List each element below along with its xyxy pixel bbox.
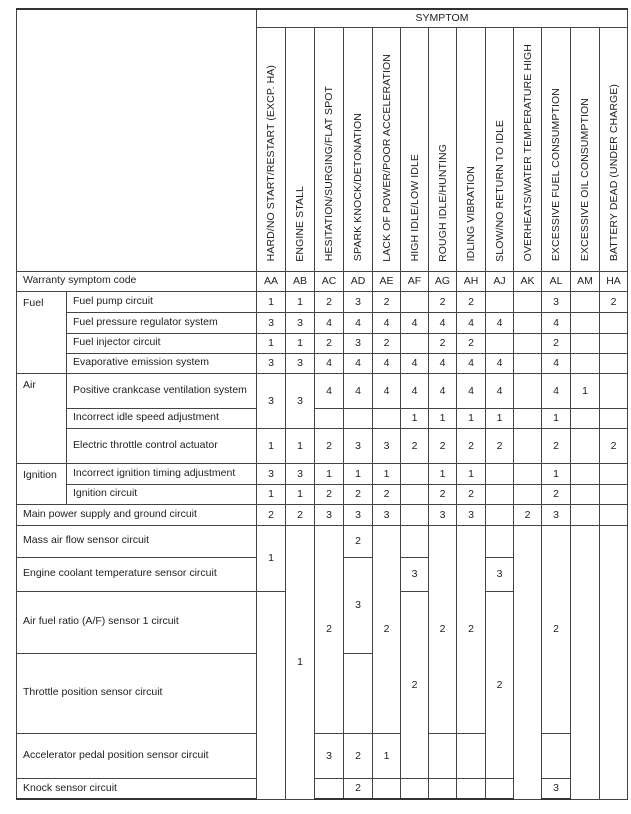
column-header — [401, 27, 429, 271]
value-cell: 1 — [373, 733, 401, 778]
value-cell — [401, 504, 429, 525]
value-cell: 2 — [344, 778, 373, 799]
value-cell — [486, 291, 514, 312]
value-cell: 2 — [429, 484, 457, 504]
value-cell — [600, 408, 628, 428]
code-cell: AK — [514, 271, 542, 291]
value-cell: 2 — [373, 291, 401, 312]
value-cell: 2 — [429, 525, 457, 733]
value-cell: 2 — [486, 428, 514, 463]
value-cell: 2 — [373, 484, 401, 504]
value-cell: 3 — [286, 353, 315, 373]
value-cell — [571, 463, 600, 484]
code-cell: AG — [429, 271, 457, 291]
value-cell: 1 — [286, 291, 315, 312]
value-cell: 4 — [542, 312, 571, 333]
value-cell — [514, 333, 542, 353]
value-cell: 3 — [257, 312, 286, 333]
value-cell: 4 — [429, 353, 457, 373]
value-cell: 3 — [315, 504, 344, 525]
value-cell: 1 — [257, 525, 286, 591]
code-cell: AL — [542, 271, 571, 291]
value-cell: 1 — [542, 463, 571, 484]
value-cell — [257, 591, 286, 799]
value-cell: 1 — [286, 525, 315, 799]
value-cell: 4 — [373, 312, 401, 333]
value-cell — [514, 312, 542, 333]
value-cell — [600, 463, 628, 484]
value-cell: 4 — [486, 373, 514, 408]
value-cell: 2 — [429, 428, 457, 463]
value-cell: 3 — [344, 557, 373, 653]
value-cell: 4 — [542, 353, 571, 373]
value-cell: 3 — [344, 291, 373, 312]
value-cell: 2 — [373, 525, 401, 733]
value-cell: 2 — [542, 525, 571, 733]
value-cell: 3 — [257, 373, 286, 428]
value-cell — [514, 291, 542, 312]
value-cell — [486, 525, 514, 557]
value-cell — [457, 733, 486, 778]
row-label: Positive crankcase ventilation system — [67, 373, 257, 408]
column-header — [542, 27, 571, 271]
column-header-label: BATTERY DEAD (UNDER CHARGE) — [607, 84, 620, 262]
value-cell: 3 — [542, 778, 571, 799]
value-cell — [486, 463, 514, 484]
value-cell — [429, 733, 457, 778]
value-cell — [401, 484, 429, 504]
value-cell: 2 — [457, 291, 486, 312]
column-header-label: HIGH IDLE/LOW IDLE — [408, 154, 421, 262]
value-cell — [315, 408, 344, 428]
column-header-label: EXCESSIVE FUEL CONSUMPTION — [550, 88, 562, 262]
row-label: Fuel injector circuit — [67, 333, 257, 353]
value-cell: 3 — [373, 428, 401, 463]
column-header — [514, 27, 542, 271]
code-cell: HA — [600, 271, 628, 291]
column-header — [315, 27, 344, 271]
value-cell — [571, 408, 600, 428]
value-cell: 2 — [457, 525, 486, 733]
value-cell: 2 — [315, 484, 344, 504]
value-cell: 1 — [457, 463, 486, 484]
value-cell — [315, 778, 344, 799]
value-cell: 2 — [457, 484, 486, 504]
value-cell — [401, 291, 429, 312]
column-header — [373, 27, 401, 271]
value-cell: 3 — [457, 504, 486, 525]
code-cell: AD — [344, 271, 373, 291]
column-header — [486, 27, 514, 271]
value-cell — [514, 525, 542, 799]
code-cell: AF — [401, 271, 429, 291]
value-cell — [571, 333, 600, 353]
value-cell: 3 — [257, 353, 286, 373]
value-cell — [514, 428, 542, 463]
row-label: Incorrect ignition timing adjustment — [67, 463, 257, 484]
value-cell — [542, 733, 571, 778]
code-cell: AB — [286, 271, 315, 291]
value-cell: 3 — [286, 373, 315, 428]
value-cell: 1 — [486, 408, 514, 428]
column-header-label: IDLING VIBRATION — [465, 166, 477, 262]
value-cell — [600, 312, 628, 333]
value-cell: 3 — [344, 428, 373, 463]
column-header-label: HESITATION/SURGING/FLAT SPOT — [323, 86, 335, 262]
value-cell: 2 — [542, 333, 571, 353]
value-cell: 2 — [286, 504, 315, 525]
row-label: Air fuel ratio (A/F) sensor 1 circuit — [17, 591, 257, 653]
value-cell: 2 — [514, 504, 542, 525]
value-cell: 4 — [344, 373, 373, 408]
value-cell: 3 — [257, 463, 286, 484]
row-label: Accelerator pedal position sensor circuit — [17, 733, 257, 778]
value-cell — [514, 408, 542, 428]
value-cell — [600, 373, 628, 408]
value-cell — [571, 484, 600, 504]
value-cell: 2 — [600, 291, 628, 312]
value-cell: 3 — [429, 504, 457, 525]
value-cell: 3 — [373, 504, 401, 525]
value-cell — [401, 463, 429, 484]
value-cell: 2 — [344, 484, 373, 504]
value-cell: 1 — [286, 428, 315, 463]
column-header-label: EXCESSIVE OIL CONSUMPTION — [579, 98, 591, 262]
code-cell: AE — [373, 271, 401, 291]
code-cell: AJ — [486, 271, 514, 291]
value-cell: 4 — [373, 353, 401, 373]
value-cell: 4 — [315, 353, 344, 373]
value-cell — [571, 312, 600, 333]
value-cell — [571, 291, 600, 312]
value-cell: 2 — [315, 333, 344, 353]
value-cell — [600, 333, 628, 353]
value-cell: 2 — [315, 291, 344, 312]
value-cell: 2 — [542, 428, 571, 463]
value-cell: 3 — [486, 557, 514, 591]
value-cell: 3 — [286, 463, 315, 484]
value-cell — [514, 463, 542, 484]
value-cell: 2 — [429, 291, 457, 312]
value-cell: 4 — [401, 312, 429, 333]
value-cell: 2 — [486, 591, 514, 778]
column-header-label: SLOW/NO RETURN TO IDLE — [493, 119, 506, 262]
column-header-label: HARD/NO START/RESTART (EXCP. HA) — [265, 65, 277, 262]
symptom-title: SYMPTOM — [257, 9, 628, 27]
value-cell: 1 — [344, 463, 373, 484]
value-cell — [571, 428, 600, 463]
value-cell: 2 — [344, 733, 373, 778]
value-cell: 2 — [257, 504, 286, 525]
column-header-label: ENGINE STALL — [294, 185, 306, 262]
column-header-label: SPARK KNOCK/DETONATION — [352, 113, 364, 262]
value-cell: 1 — [257, 484, 286, 504]
value-cell — [571, 504, 600, 525]
row-label: Fuel pressure regulator system — [67, 312, 257, 333]
value-cell: 4 — [542, 373, 571, 408]
column-header-label: ROUGH IDLE/HUNTING — [436, 143, 449, 262]
value-cell: 1 — [457, 408, 486, 428]
row-label: Engine coolant temperature sensor circuit — [17, 557, 257, 591]
column-header — [571, 27, 600, 271]
value-cell: 1 — [429, 408, 457, 428]
value-cell — [373, 408, 401, 428]
value-cell: 2 — [401, 591, 429, 778]
value-cell — [486, 484, 514, 504]
value-cell: 1 — [315, 463, 344, 484]
category-fuel: Fuel — [17, 291, 67, 373]
row-label: Fuel pump circuit — [67, 291, 257, 312]
value-cell: 4 — [486, 312, 514, 333]
value-cell — [486, 333, 514, 353]
value-cell: 2 — [315, 525, 344, 733]
value-cell: 2 — [542, 484, 571, 504]
value-cell: 4 — [315, 373, 344, 408]
value-cell — [514, 353, 542, 373]
column-header — [457, 27, 486, 271]
value-cell: 4 — [373, 373, 401, 408]
value-cell: 4 — [401, 353, 429, 373]
value-cell: 2 — [457, 333, 486, 353]
value-cell: 1 — [429, 463, 457, 484]
value-cell: 3 — [542, 291, 571, 312]
value-cell: 1 — [257, 333, 286, 353]
value-cell — [600, 353, 628, 373]
category-ignition: Ignition — [17, 463, 67, 504]
row-label: Throttle position sensor circuit — [17, 653, 257, 733]
value-cell — [486, 778, 514, 799]
row-label: Main power supply and ground circuit — [17, 504, 257, 525]
value-cell — [571, 525, 600, 799]
value-cell: 2 — [457, 428, 486, 463]
column-header-label: OVERHEATS/WATER TEMPERATURE HIGH — [521, 44, 534, 262]
value-cell: 2 — [401, 428, 429, 463]
value-cell: 2 — [344, 525, 373, 557]
value-cell — [344, 653, 373, 733]
column-header — [429, 27, 457, 271]
value-cell — [571, 353, 600, 373]
value-cell: 1 — [257, 291, 286, 312]
value-cell — [401, 333, 429, 353]
value-cell — [600, 525, 628, 799]
value-cell: 2 — [315, 428, 344, 463]
value-cell: 1 — [286, 484, 315, 504]
column-header-label: LACK OF POWER/POOR ACCELERATION — [380, 53, 393, 262]
code-cell: AH — [457, 271, 486, 291]
value-cell: 3 — [344, 504, 373, 525]
value-cell — [486, 504, 514, 525]
row-label: Ignition circuit — [67, 484, 257, 504]
value-cell: 4 — [344, 312, 373, 333]
warranty-code-label: Warranty symptom code — [17, 271, 257, 291]
row-label: Evaporative emission system — [67, 353, 257, 373]
value-cell: 1 — [401, 408, 429, 428]
column-header — [257, 27, 286, 271]
value-cell: 3 — [286, 312, 315, 333]
value-cell: 2 — [373, 333, 401, 353]
row-label: Mass air flow sensor circuit — [17, 525, 257, 557]
corner-cell — [17, 9, 257, 271]
value-cell — [514, 484, 542, 504]
row-label: Knock sensor circuit — [17, 778, 257, 799]
value-cell: 4 — [457, 312, 486, 333]
value-cell: 3 — [344, 333, 373, 353]
value-cell — [401, 778, 429, 799]
category-air: Air — [17, 373, 67, 463]
value-cell: 2 — [600, 428, 628, 463]
code-cell: AA — [257, 271, 286, 291]
value-cell: 4 — [486, 353, 514, 373]
value-cell: 4 — [429, 312, 457, 333]
code-cell: AM — [571, 271, 600, 291]
value-cell: 4 — [401, 373, 429, 408]
value-cell — [373, 778, 401, 799]
column-header — [344, 27, 373, 271]
value-cell — [429, 778, 457, 799]
code-cell: AC — [315, 271, 344, 291]
value-cell — [600, 504, 628, 525]
value-cell: 4 — [457, 373, 486, 408]
value-cell: 3 — [542, 504, 571, 525]
value-cell: 2 — [429, 333, 457, 353]
value-cell: 3 — [401, 557, 429, 591]
value-cell — [514, 373, 542, 408]
value-cell: 1 — [542, 408, 571, 428]
row-label: Incorrect idle speed adjustment — [67, 408, 257, 428]
value-cell — [401, 525, 429, 557]
symptom-table — [16, 8, 628, 800]
value-cell: 4 — [344, 353, 373, 373]
value-cell: 1 — [257, 428, 286, 463]
value-cell: 4 — [457, 353, 486, 373]
value-cell: 4 — [429, 373, 457, 408]
value-cell: 1 — [373, 463, 401, 484]
value-cell — [457, 778, 486, 799]
column-header — [286, 27, 315, 271]
value-cell — [344, 408, 373, 428]
value-cell — [600, 484, 628, 504]
value-cell: 4 — [315, 312, 344, 333]
value-cell: 1 — [286, 333, 315, 353]
column-header — [600, 27, 628, 271]
value-cell: 1 — [571, 373, 600, 408]
row-label: Electric throttle control actuator — [67, 428, 257, 463]
value-cell: 3 — [315, 733, 344, 778]
